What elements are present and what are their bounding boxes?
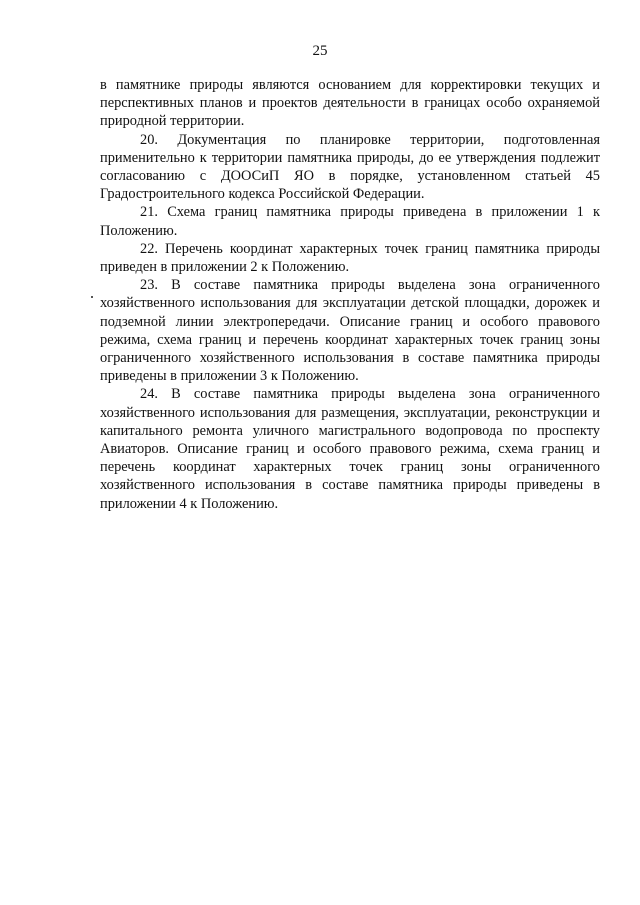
paragraph-item-22: 22. Перечень координат характерных точек границ памятника природы приведен в приложении 2 к Положению. (100, 240, 600, 276)
paragraph-continuation: в памятнике природы являются основанием для корректировки текущих и перспективных планов и проектов деятельности в границах особо охраняемой природной территории. (100, 77, 600, 130)
page-number: 25 (312, 43, 328, 59)
scan-margin-mark (91, 296, 93, 298)
paragraph-item-23: 23. В составе памятника природы выделена зона ограниченного хозяйственного использования для эксплуатации детской площадки, дорожек и подземной линии электропередачи. Описание границ и особого правового режима, схема границ и перечень координат характерных точек границ зоны ограниченного хозяйственного использования в составе памятника природы приведены в приложении 3 к Положению. (100, 277, 600, 385)
document-body (100, 76, 600, 513)
paragraph-item-24: 24. В составе памятника природы выделена зона ограниченного хозяйственного использования для размещения, эксплуатации, реконструкции и капитального ремонта уличного магистрального водопровода по проспекту Авиаторов. Описание границ и особого правового режима, схема границ и перечень координат характерных точек границ зоны ограниченного хозяйственного использования в составе памятника природы приведены в приложении 4 к Положению. (100, 386, 600, 512)
paragraph-item-21: 21. Схема границ памятника природы приведена в приложении 1 к Положению. (100, 204, 600, 239)
paragraph-item-20: 20. Документация по планировке территории, подготовленная применительно к территории памятника природы, до ее утверждения подлежит согласованию с ДООСиП ЯО в порядке, установленном статьей 45 Градостроительного кодекса Российской Федерации. (100, 131, 600, 203)
